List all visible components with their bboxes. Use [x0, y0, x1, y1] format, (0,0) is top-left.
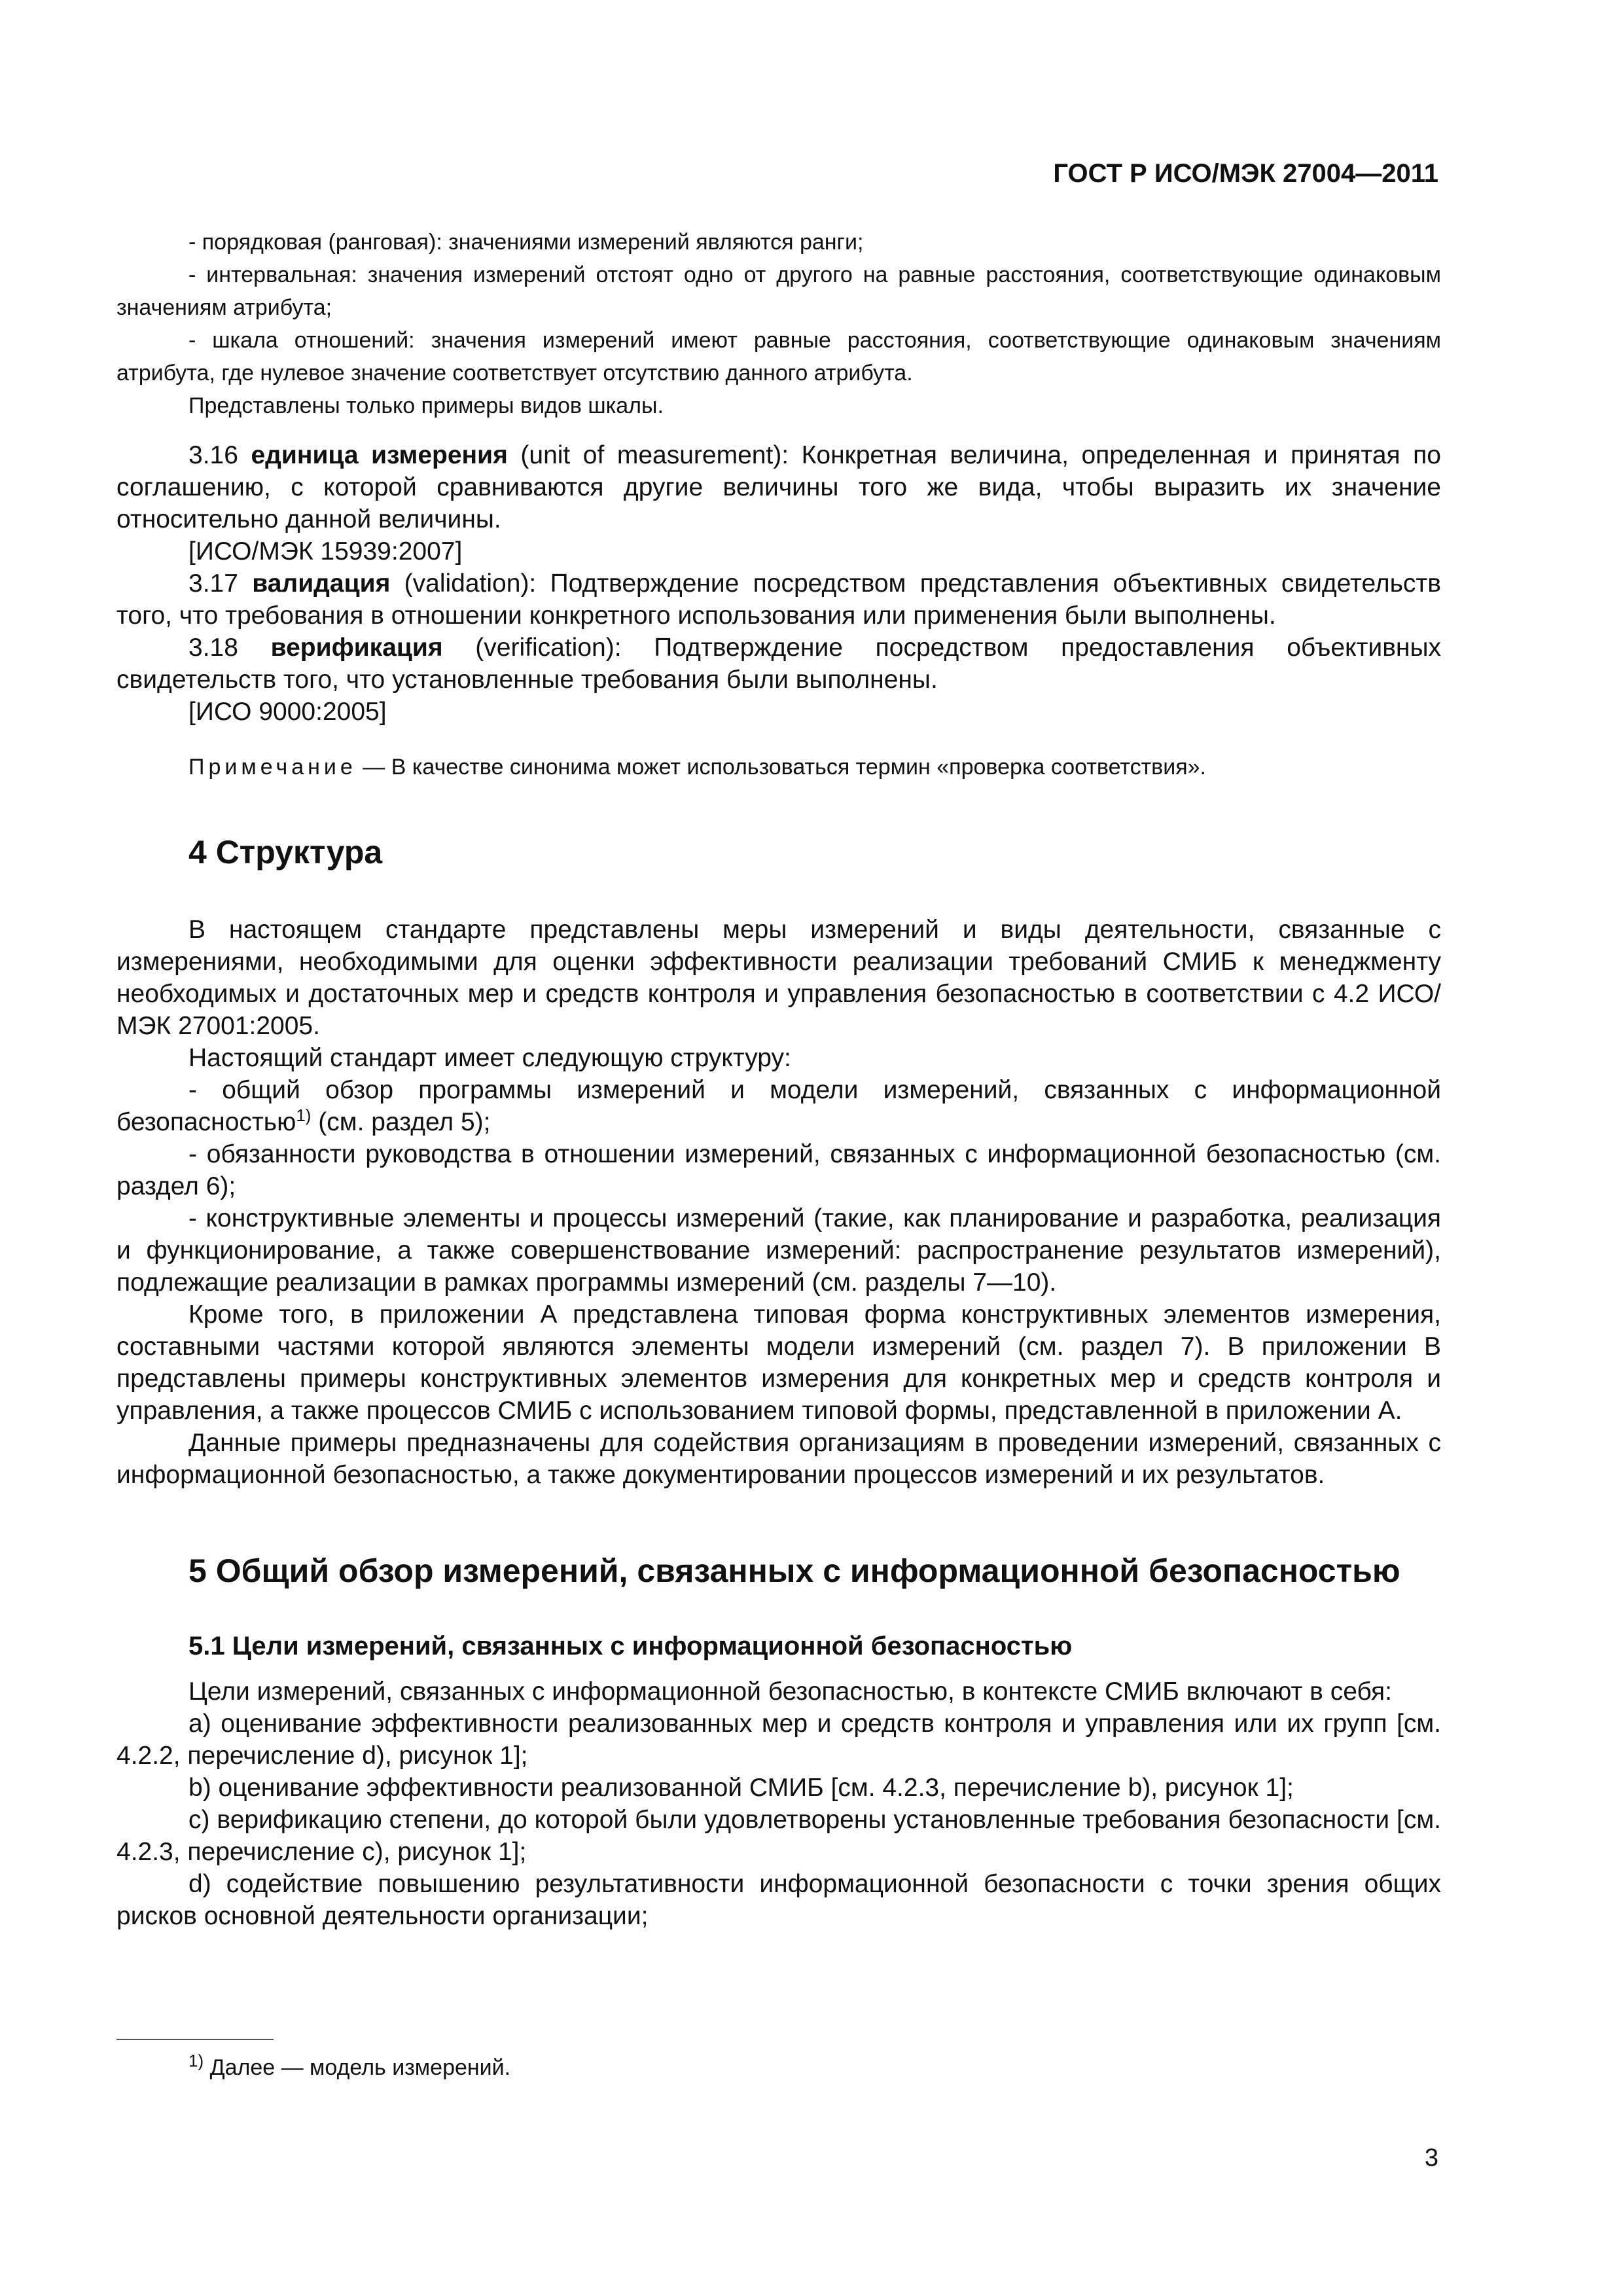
note: Примечание — В качестве синонима может использоваться термин «проверка соответствия».	[188, 755, 1206, 780]
list-item: c) верификацию степени, до которой были удовлетворены установленные требования безопасности [см. 4.2.3, перечисление c), рисунок 1];	[116, 1806, 1441, 1866]
footnote: $^{1)}$ Далее — модель измерений.	[188, 2051, 511, 2080]
section-4-title: 4 Структура	[188, 834, 383, 870]
paragraph: Кроме того, в приложении А представлена типовая форма конструктивных элементов измерения, составными частями которой являются элементы модели измерений (см. раздел 7). В приложении В представлены примеры конструктивных элементов измерения для конкретных мер и средств контроля и управления, а также процессов СМИБ с использованием типовой формы, представленной в приложении А.	[116, 1300, 1441, 1425]
term-name: верификация	[270, 634, 443, 662]
subsection-5-1-title: 5.1 Цели измерений, связанных с информационной безопасностью	[188, 1632, 1073, 1660]
scale-note: Представлены только примеры видов шкалы.	[188, 393, 664, 418]
footnote-separator	[116, 2039, 274, 2040]
list-item: - конструктивные элементы и процессы измерений (такие, как планирование и разработка, реализация и функционирование, а также совершенствование измерений: распространение результатов измерений), подлежащие реализации в рамках программы измерений (см. разделы 7—10).	[116, 1204, 1441, 1297]
term-3-17: 3.17 валидация (validation): Подтверждение посредством представления объективных свидетельств того, что требования в отношении конкретного использования или применения были выполнены.	[116, 569, 1441, 630]
note-label: Примечание	[188, 755, 357, 780]
document-header: ГОСТ Р ИСО/МЭК 27004—2011	[1053, 159, 1438, 188]
term-3-18: 3.18 верификация (verification): Подтверждение посредством предоставления объективных свидетельств того, что установленные требования были выполнены.	[116, 634, 1441, 694]
term-name: валидация	[252, 569, 391, 598]
list-item: - общий обзор программы измерений и модели измерений, связанных с информационной безопасностью$^{1)}$ (см. раздел 5);	[116, 1076, 1441, 1136]
list-item: d) содействие повышению результативности информационной безопасности с точки зрения общих рисков основной деятельности организации;	[116, 1870, 1441, 1930]
list-item: b) оценивание эффективности реализованной СМИБ [см. 4.2.3, перечисление b), рисунок 1];	[188, 1774, 1294, 1802]
scale-item: - интервальная: значения измерений отстоят одно от другого на равные расстояния, соответствующие одинаковым значениям атрибута;	[116, 262, 1441, 320]
scale-item: - шкала отношений: значения измерений имеют равные расстояния, соответствующие одинаковым значениям атрибута, где нулевое значение соответствует отсутствию данного атрибута.	[116, 328, 1441, 386]
list-item: a) оценивание эффективности реализованных мер и средств контроля и управления или их групп [см. 4.2.2, перечисление d), рисунок 1];	[116, 1710, 1441, 1770]
paragraph: Настоящий стандарт имеет следующую структуру:	[188, 1044, 791, 1072]
footnote-ref: 1)	[296, 1105, 312, 1125]
scale-item: - порядковая (ранговая): значениями измерений являются ранги;	[188, 230, 864, 255]
term-name: единица измерения	[251, 441, 508, 469]
term-3-16: 3.16 единица измерения (unit of measurement): Конкретная величина, определенная и принятая по соглашению, с которой сравниваются другие величины того же вида, чтобы выразить их значение относительно данной величины.	[116, 441, 1441, 533]
page-number: 3	[1424, 2144, 1438, 2172]
list-item: - обязанности руководства в отношении измерений, связанных с информационной безопасностью (см. раздел 6);	[116, 1140, 1441, 1200]
section-5-title: 5 Общий обзор измерений, связанных с информационной безопасностью	[188, 1552, 1400, 1589]
term-source: [ИСО/МЭК 15939:2007]	[188, 537, 463, 565]
paragraph: Цели измерений, связанных с информационной безопасностью, в контексте СМИБ включают в себя:	[188, 1677, 1392, 1706]
scale-list	[116, 226, 1441, 422]
paragraph: В настоящем стандарте представлены меры измерений и виды деятельности, связанные с измерениями, необходимыми для оценки эффективности реализации требований СМИБ к менеджменту необходимых и достаточных мер и средств контроля и управления безопасностью в соответствии с 4.2 ИСО/МЭК 27001:2005.	[116, 916, 1441, 1040]
page-content	[116, 226, 1441, 1932]
term-source: [ИСО 9000:2005]	[188, 698, 387, 726]
paragraph: Данные примеры предназначены для содействия организациям в проведении измерений, связанных с информационной безопасностью, а также документировании процессов измерений и их результатов.	[116, 1429, 1441, 1489]
